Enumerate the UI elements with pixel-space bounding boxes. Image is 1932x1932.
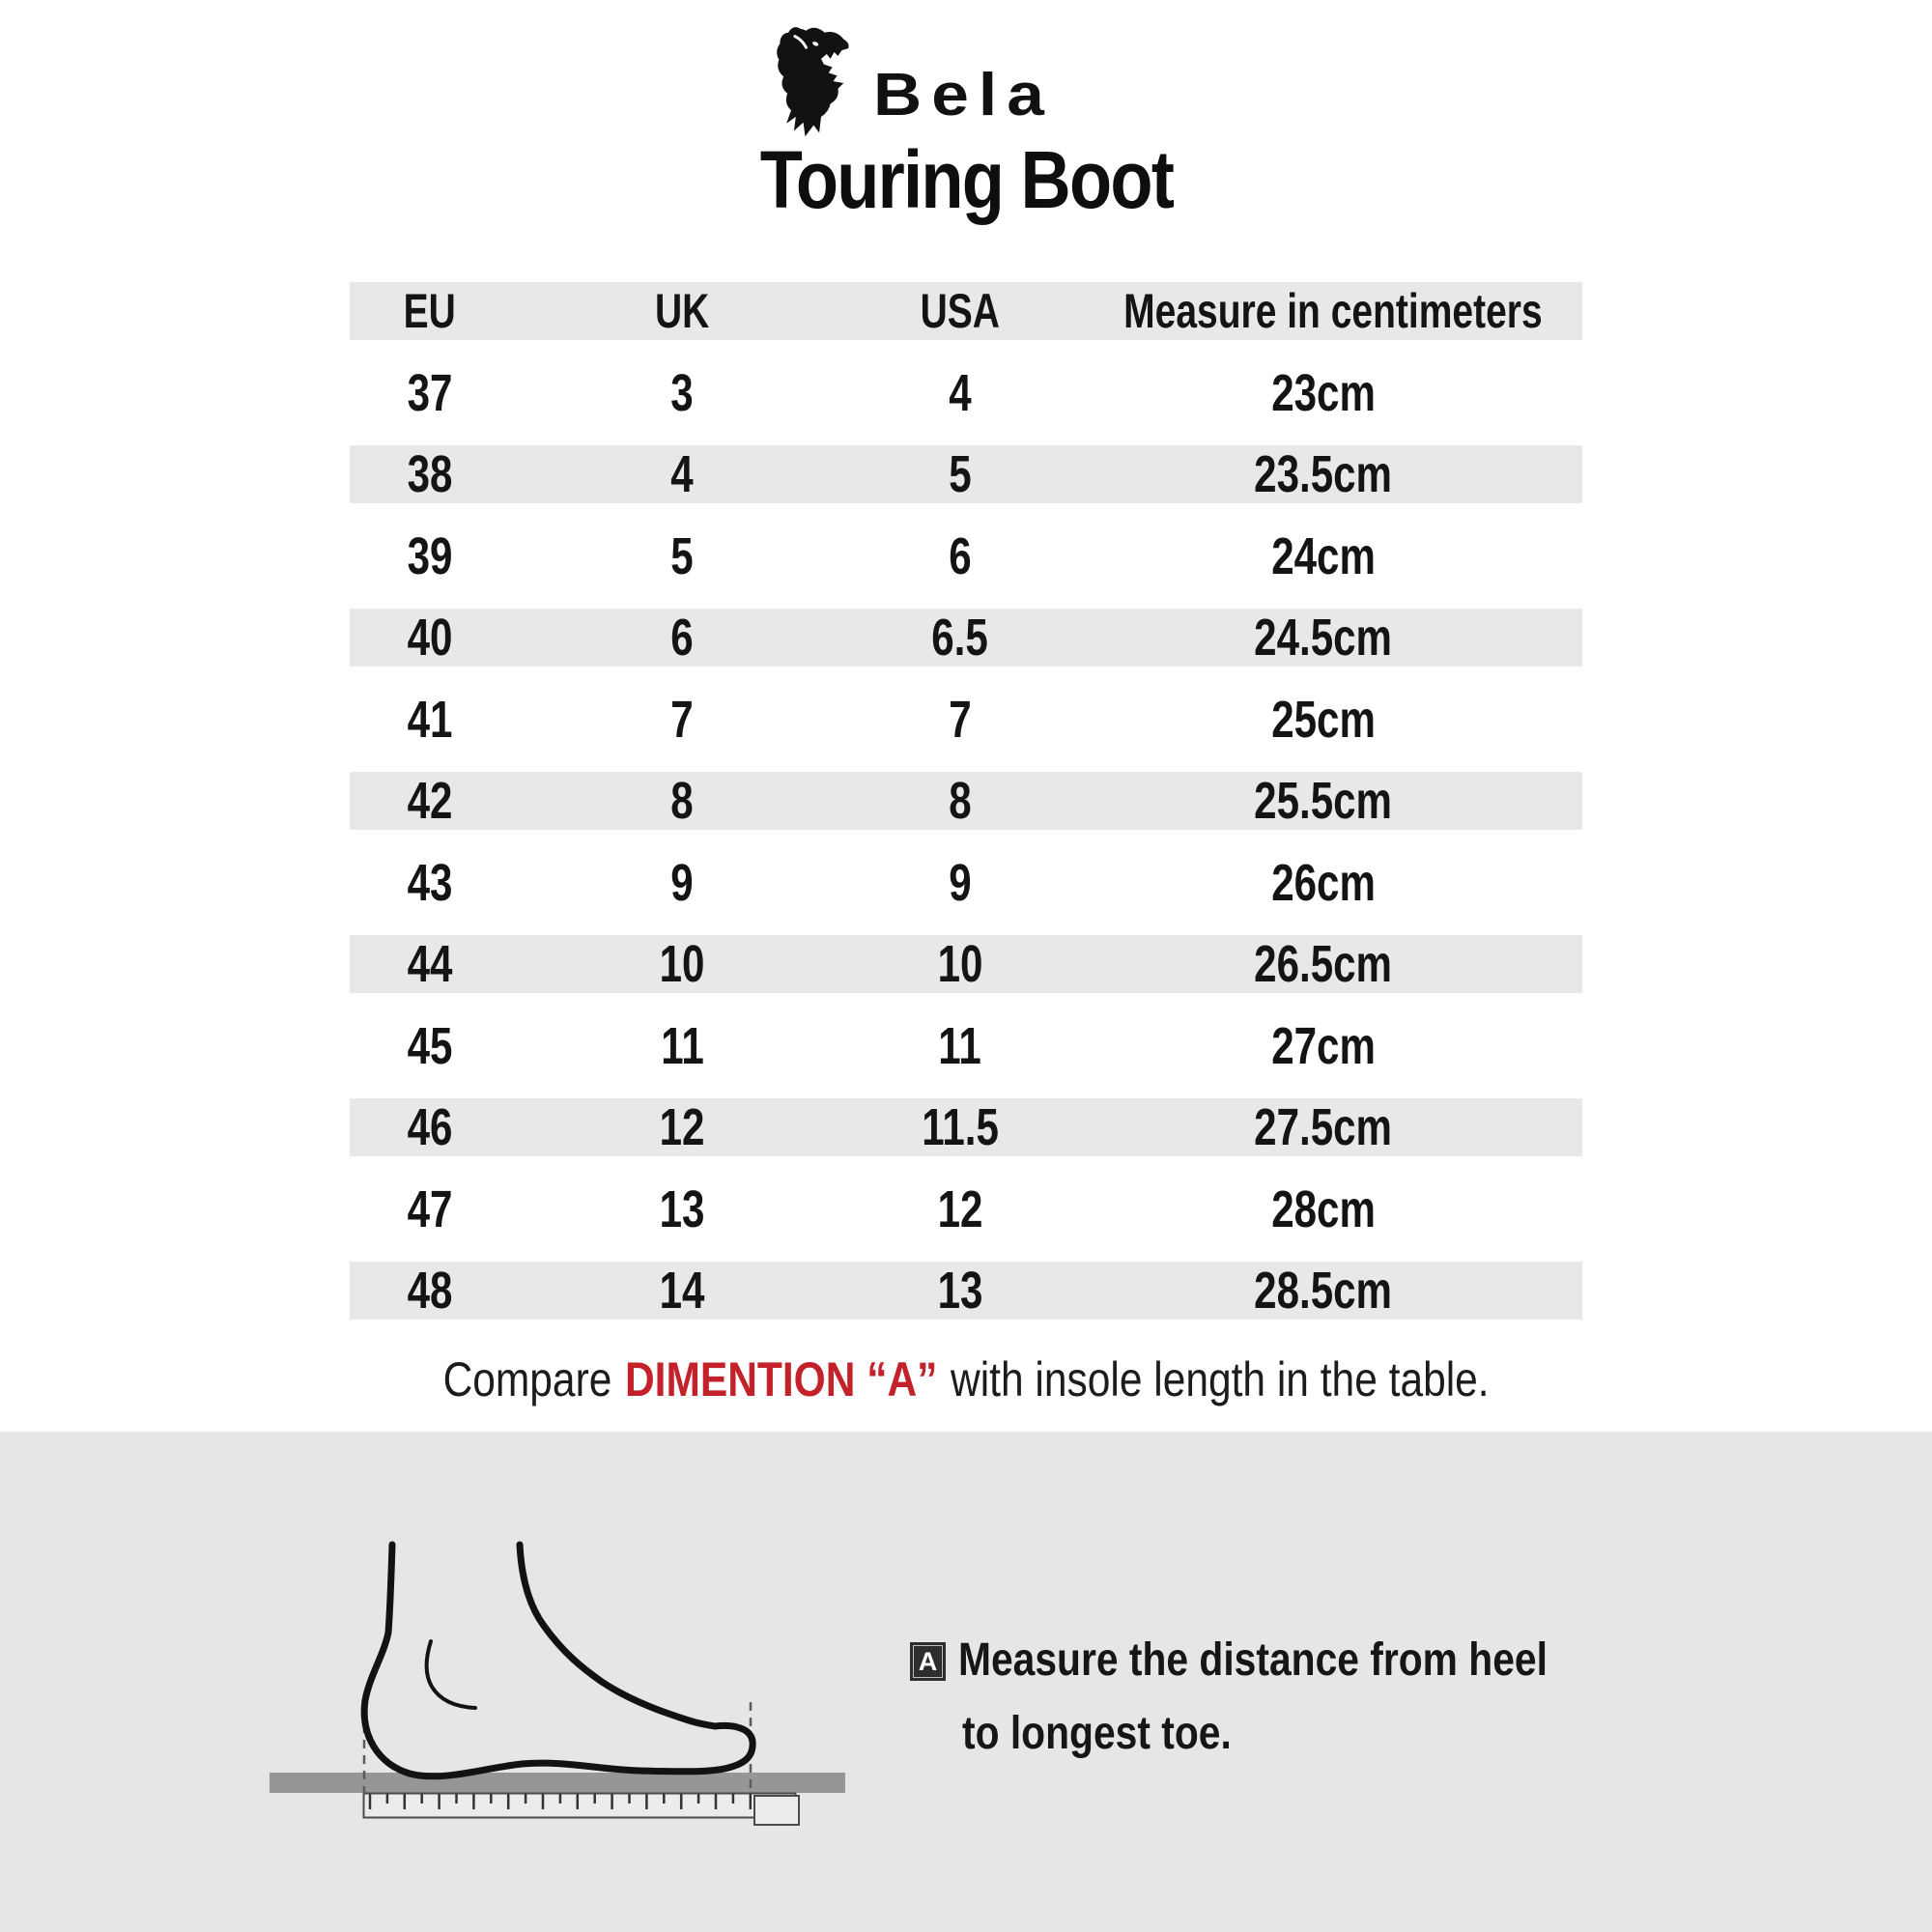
cell-measure: 24cm — [1271, 526, 1376, 585]
column-header-uk: UK — [655, 284, 710, 338]
cell-eu: 44 — [407, 935, 453, 993]
cell-eu: 37 — [407, 363, 453, 422]
cell-eu: 39 — [407, 526, 453, 585]
table-row — [350, 691, 1582, 749]
cell-eu: 40 — [407, 609, 453, 667]
table-row — [350, 1180, 1582, 1238]
cell-eu: 42 — [407, 772, 453, 830]
brand-name: Bela — [873, 62, 1055, 128]
cell-usa: 5 — [948, 445, 972, 503]
cell-uk: 14 — [660, 1262, 705, 1320]
instruction-line1: Measure the distance from heel — [958, 1634, 1548, 1686]
column-header-measure: Measure in centimeters — [1123, 284, 1543, 338]
table-row — [350, 1017, 1582, 1075]
column-header-eu: EU — [403, 284, 457, 338]
cell-uk: 4 — [670, 445, 695, 503]
cell-uk: 5 — [670, 526, 695, 585]
cell-usa: 6 — [948, 526, 972, 585]
cell-uk: 12 — [660, 1098, 705, 1156]
cell-uk: 7 — [670, 690, 695, 749]
cell-usa: 8 — [948, 772, 972, 830]
cell-usa: 13 — [937, 1262, 983, 1320]
cell-measure: 23cm — [1271, 363, 1376, 422]
ruler — [364, 1794, 796, 1818]
cell-usa: 9 — [948, 853, 972, 912]
instruction-line2: to longest toe. — [962, 1708, 1232, 1759]
table-row — [350, 527, 1582, 585]
table-row — [350, 364, 1582, 422]
cell-eu: 45 — [407, 1016, 453, 1075]
column-header-usa: USA — [920, 284, 1000, 338]
cell-eu: 38 — [407, 445, 453, 503]
cell-eu: 48 — [407, 1262, 453, 1320]
cell-uk: 10 — [660, 935, 705, 993]
cell-uk: 3 — [670, 363, 695, 422]
foot-measure-illustration — [242, 1507, 918, 1913]
table-row — [350, 609, 1582, 667]
cell-usa: 10 — [937, 935, 983, 993]
cell-measure: 26.5cm — [1254, 935, 1393, 993]
cell-measure: 25cm — [1271, 690, 1376, 749]
size-table — [350, 282, 1582, 1320]
cell-usa: 7 — [948, 690, 972, 749]
cell-uk: 6 — [670, 609, 695, 667]
cell-measure: 27.5cm — [1254, 1098, 1393, 1156]
note-dimension-a: DIMENTION “A” — [624, 1352, 938, 1406]
cell-eu: 43 — [407, 853, 453, 912]
dimension-a-badge: A — [910, 1642, 946, 1681]
cell-usa: 11 — [938, 1016, 981, 1075]
note-prefix: Compare — [442, 1352, 612, 1406]
cell-uk: 11 — [661, 1016, 704, 1075]
cell-uk: 9 — [670, 853, 695, 912]
cell-eu: 47 — [407, 1179, 453, 1238]
cell-uk: 13 — [660, 1179, 705, 1238]
compare-note — [0, 1350, 1932, 1408]
foot-outline — [364, 1545, 753, 1776]
cell-uk: 8 — [670, 772, 695, 830]
table-row — [350, 935, 1582, 993]
table-row — [350, 854, 1582, 912]
cell-measure: 26cm — [1271, 853, 1376, 912]
cell-usa: 4 — [948, 363, 972, 422]
cell-measure: 23.5cm — [1254, 445, 1393, 503]
brand-logo — [0, 21, 1932, 147]
cell-measure: 27cm — [1271, 1016, 1376, 1075]
table-row — [350, 1262, 1582, 1320]
table-row — [350, 445, 1582, 503]
measuring-section — [0, 1432, 1932, 1932]
floor-bar — [270, 1773, 845, 1793]
cell-eu: 41 — [407, 690, 453, 749]
cell-measure: 25.5cm — [1254, 772, 1393, 830]
cell-usa: 6.5 — [931, 609, 988, 667]
cell-usa: 11.5 — [921, 1098, 999, 1156]
table-row — [350, 772, 1582, 830]
cell-usa: 12 — [937, 1179, 983, 1238]
bear-roar-icon — [773, 23, 869, 145]
measure-instruction — [958, 1631, 1692, 1764]
cell-eu: 46 — [407, 1098, 453, 1156]
ruler-end-tab — [754, 1796, 799, 1825]
note-suffix: with insole length in the table. — [950, 1352, 1490, 1406]
page-title: Touring Boot — [759, 134, 1173, 225]
cell-measure: 28cm — [1271, 1179, 1376, 1238]
size-table-header — [350, 282, 1582, 340]
cell-measure: 24.5cm — [1254, 609, 1393, 667]
table-row — [350, 1098, 1582, 1156]
cell-measure: 28.5cm — [1254, 1262, 1393, 1320]
